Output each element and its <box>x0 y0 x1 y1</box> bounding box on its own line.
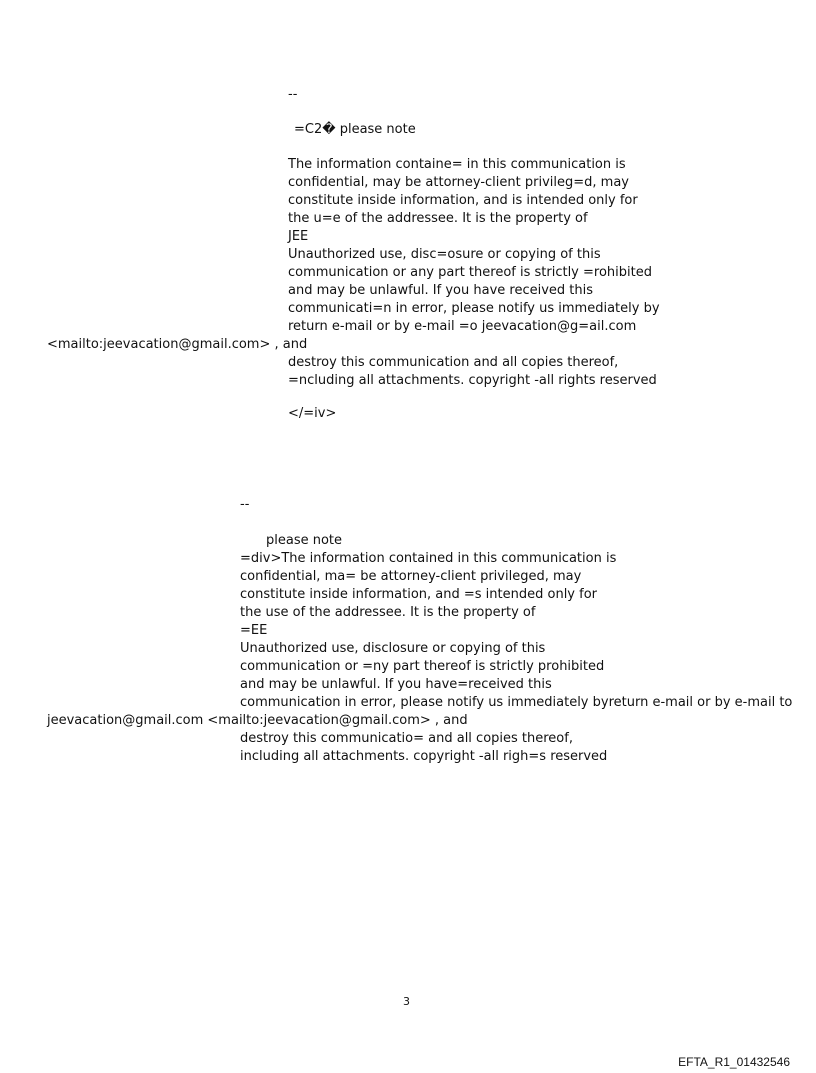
end-tag: </=iv> <box>288 406 337 421</box>
body-line: the use of the addressee. It is the property of <box>240 605 536 620</box>
closing-line: including all attachments. copyright -all righ=s reserved <box>240 749 608 764</box>
body-line: communicati=n in error, please notify us immediately by <box>288 301 660 316</box>
closing-line: =ncluding all attachments. copyright -all rights reserved <box>288 373 657 388</box>
body-line: communication in error, please notify us immediately byreturn e-mail or by e-mail to <box>240 695 793 710</box>
page-number: 3 <box>403 995 410 1008</box>
closing-line: destroy this communicatio= and all copies thereof, <box>240 731 573 746</box>
body-line: confidential, ma= be attorney-client privileged, may <box>240 569 582 584</box>
body-line: constitute inside information, and is intended only for <box>288 193 638 208</box>
body-line: communication or any part thereof is strictly =rohibited <box>288 265 652 280</box>
body-line: =EE <box>240 623 268 638</box>
mailto-line: <mailto:jeevacation@gmail.com> , and <box>47 337 308 352</box>
closing-line: destroy this communication and all copies thereof, <box>288 355 619 370</box>
body-line: and may be unlawful. If you have received this <box>288 283 594 298</box>
body-line: confidential, may be attorney-client privileg=d, may <box>288 175 629 190</box>
separator: -- <box>288 87 298 102</box>
mailto-line: jeevacation@gmail.com <mailto:jeevacation@gmail.com> , and <box>47 713 468 728</box>
note-heading: =C2� please note <box>294 122 416 137</box>
body-line: =div>The information contained in this communication is <box>240 551 617 566</box>
note-heading: please note <box>266 533 343 548</box>
body-line: constitute inside information, and =s intended only for <box>240 587 598 602</box>
body-line: communication or =ny part thereof is strictly prohibited <box>240 659 605 674</box>
body-line: the u=e of the addressee. It is the property of <box>288 211 588 226</box>
separator: -- <box>240 497 250 512</box>
body-line: Unauthorized use, disclosure or copying of this <box>240 641 546 656</box>
body-line: and may be unlawful. If you have=received this <box>240 677 552 692</box>
document-id: EFTA_R1_01432546 <box>678 1055 790 1069</box>
body-line: Unauthorized use, disc=osure or copying of this <box>288 247 601 262</box>
body-line: return e-mail or by e-mail =o jeevacation@g=ail.com <box>288 319 637 334</box>
body-line: The information containe= in this communication is <box>288 157 626 172</box>
body-line: JEE <box>288 229 309 244</box>
